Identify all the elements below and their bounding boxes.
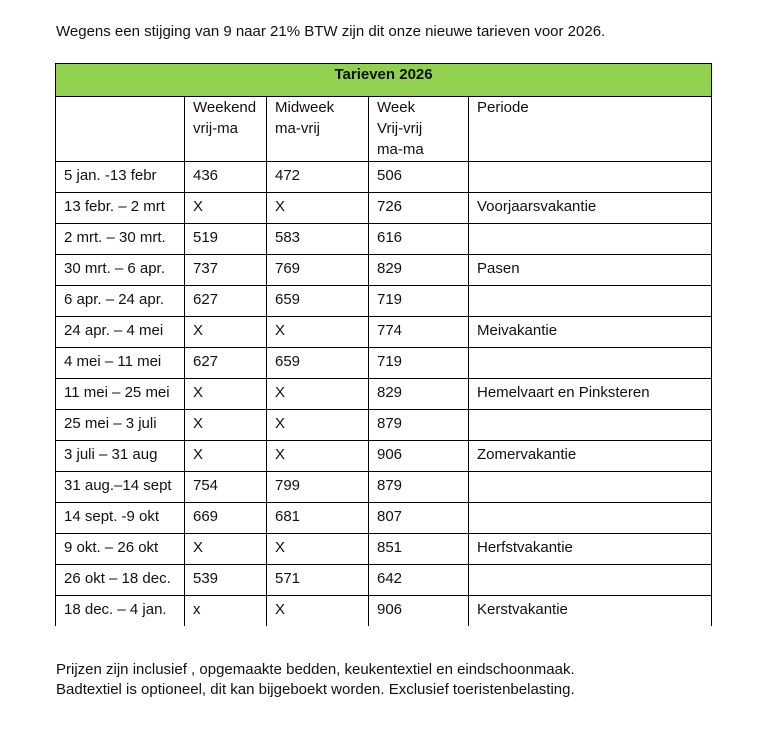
- cell-midweek-price: 659: [267, 286, 369, 317]
- table-row: [56, 596, 712, 627]
- cell-dates: 31 aug.–14 sept: [56, 472, 185, 503]
- header-line: Weekend: [193, 99, 257, 116]
- cell-period: [469, 162, 712, 193]
- cell-weekend-price: 754: [185, 472, 267, 503]
- cell-midweek-price: X: [267, 534, 369, 565]
- header-period: [469, 97, 712, 162]
- rates-table: [55, 63, 712, 626]
- cell-period: [469, 472, 712, 503]
- cell-weekend-price: X: [185, 317, 267, 348]
- cell-period: [469, 286, 712, 317]
- table-body: [56, 162, 712, 627]
- cell-period: Meivakantie: [469, 317, 712, 348]
- intro-text: Wegens een stijging van 9 naar 21% BTW zijn dit onze nieuwe tarieven voor 2026.: [56, 23, 606, 40]
- cell-period: Pasen: [469, 255, 712, 286]
- cell-midweek-price: X: [267, 410, 369, 441]
- cell-dates: 26 okt – 18 dec.: [56, 565, 185, 596]
- cell-weekend-price: 436: [185, 162, 267, 193]
- cell-midweek-price: X: [267, 317, 369, 348]
- cell-weekend-price: x: [185, 596, 267, 627]
- table-row: [56, 565, 712, 596]
- cell-midweek-price: 571: [267, 565, 369, 596]
- cell-week-price: 774: [369, 317, 469, 348]
- cell-period: Voorjaarsvakantie: [469, 193, 712, 224]
- cell-period: Hemelvaart en Pinksteren: [469, 379, 712, 410]
- table-row: [56, 379, 712, 410]
- cell-period: Zomervakantie: [469, 441, 712, 472]
- cell-weekend-price: X: [185, 410, 267, 441]
- table-title-row: [56, 64, 712, 97]
- cell-period: [469, 224, 712, 255]
- cell-period: Kerstvakantie: [469, 596, 712, 627]
- cell-weekend-price: 737: [185, 255, 267, 286]
- cell-period: [469, 503, 712, 534]
- cell-midweek-price: 472: [267, 162, 369, 193]
- cell-midweek-price: 583: [267, 224, 369, 255]
- cell-dates: 11 mei – 25 mei: [56, 379, 185, 410]
- cell-period: [469, 565, 712, 596]
- cell-dates: 9 okt. – 26 okt: [56, 534, 185, 565]
- cell-period: Herfstvakantie: [469, 534, 712, 565]
- cell-week-price: 719: [369, 286, 469, 317]
- cell-dates: 5 jan. -13 febr: [56, 162, 185, 193]
- table-title: Tarieven 2026: [56, 64, 712, 97]
- table-row: [56, 472, 712, 503]
- cell-week-price: 719: [369, 348, 469, 379]
- cell-week-price: 879: [369, 472, 469, 503]
- cell-midweek-price: X: [267, 193, 369, 224]
- cell-dates: 13 febr. – 2 mrt: [56, 193, 185, 224]
- header-line: ma-vrij: [275, 120, 320, 137]
- table-row: [56, 224, 712, 255]
- cell-week-price: 506: [369, 162, 469, 193]
- cell-midweek-price: 799: [267, 472, 369, 503]
- cell-weekend-price: 669: [185, 503, 267, 534]
- cell-dates: 14 sept. -9 okt: [56, 503, 185, 534]
- footer-notes: [56, 660, 575, 700]
- cell-week-price: 829: [369, 379, 469, 410]
- cell-weekend-price: 627: [185, 286, 267, 317]
- header-line: Periode: [477, 99, 529, 116]
- table-row: [56, 317, 712, 348]
- table-row: [56, 162, 712, 193]
- cell-weekend-price: X: [185, 534, 267, 565]
- cell-dates: 2 mrt. – 30 mrt.: [56, 224, 185, 255]
- cell-week-price: 906: [369, 441, 469, 472]
- cell-dates: 6 apr. – 24 apr.: [56, 286, 185, 317]
- cell-dates: 25 mei – 3 juli: [56, 410, 185, 441]
- cell-week-price: 851: [369, 534, 469, 565]
- cell-period: [469, 410, 712, 441]
- table-row: [56, 286, 712, 317]
- cell-weekend-price: 519: [185, 224, 267, 255]
- footer-line-inclusions: Prijzen zijn inclusief , opgemaakte bedden, keukentextiel en eindschoonmaak.: [56, 661, 575, 678]
- header-dates: [56, 97, 185, 162]
- header-line: ma-ma: [377, 141, 424, 158]
- cell-dates: 30 mrt. – 6 apr.: [56, 255, 185, 286]
- cell-dates: 4 mei – 11 mei: [56, 348, 185, 379]
- header-line: Midweek: [275, 99, 335, 116]
- cell-dates: 24 apr. – 4 mei: [56, 317, 185, 348]
- table-row: [56, 410, 712, 441]
- table-row: [56, 348, 712, 379]
- table-row: [56, 441, 712, 472]
- cell-week-price: 829: [369, 255, 469, 286]
- cell-dates: 18 dec. – 4 jan.: [56, 596, 185, 627]
- cell-midweek-price: X: [267, 441, 369, 472]
- cell-week-price: 642: [369, 565, 469, 596]
- header-weekend: [185, 97, 267, 162]
- footer-line-exclusions: Badtextiel is optioneel, dit kan bijgeboekt worden. Exclusief toeristenbelasting.: [56, 681, 575, 698]
- cell-weekend-price: X: [185, 379, 267, 410]
- cell-weekend-price: 539: [185, 565, 267, 596]
- cell-midweek-price: X: [267, 379, 369, 410]
- cell-midweek-price: 769: [267, 255, 369, 286]
- cell-week-price: 879: [369, 410, 469, 441]
- table-row: [56, 534, 712, 565]
- table-row: [56, 255, 712, 286]
- header-midweek: [267, 97, 369, 162]
- cell-week-price: 616: [369, 224, 469, 255]
- cell-weekend-price: 627: [185, 348, 267, 379]
- cell-weekend-price: X: [185, 193, 267, 224]
- cell-weekend-price: X: [185, 441, 267, 472]
- table-row: [56, 503, 712, 534]
- cell-week-price: 906: [369, 596, 469, 627]
- cell-week-price: 807: [369, 503, 469, 534]
- header-line: vrij-ma: [193, 120, 238, 137]
- table-row: [56, 193, 712, 224]
- cell-midweek-price: X: [267, 596, 369, 627]
- header-line: Week: [377, 99, 416, 116]
- cell-midweek-price: 659: [267, 348, 369, 379]
- cell-dates: 3 juli – 31 aug: [56, 441, 185, 472]
- cell-period: [469, 348, 712, 379]
- cell-midweek-price: 681: [267, 503, 369, 534]
- cell-week-price: 726: [369, 193, 469, 224]
- header-line: Vrij-vrij: [377, 120, 423, 137]
- header-week: [369, 97, 469, 162]
- table-header-row: [56, 97, 712, 162]
